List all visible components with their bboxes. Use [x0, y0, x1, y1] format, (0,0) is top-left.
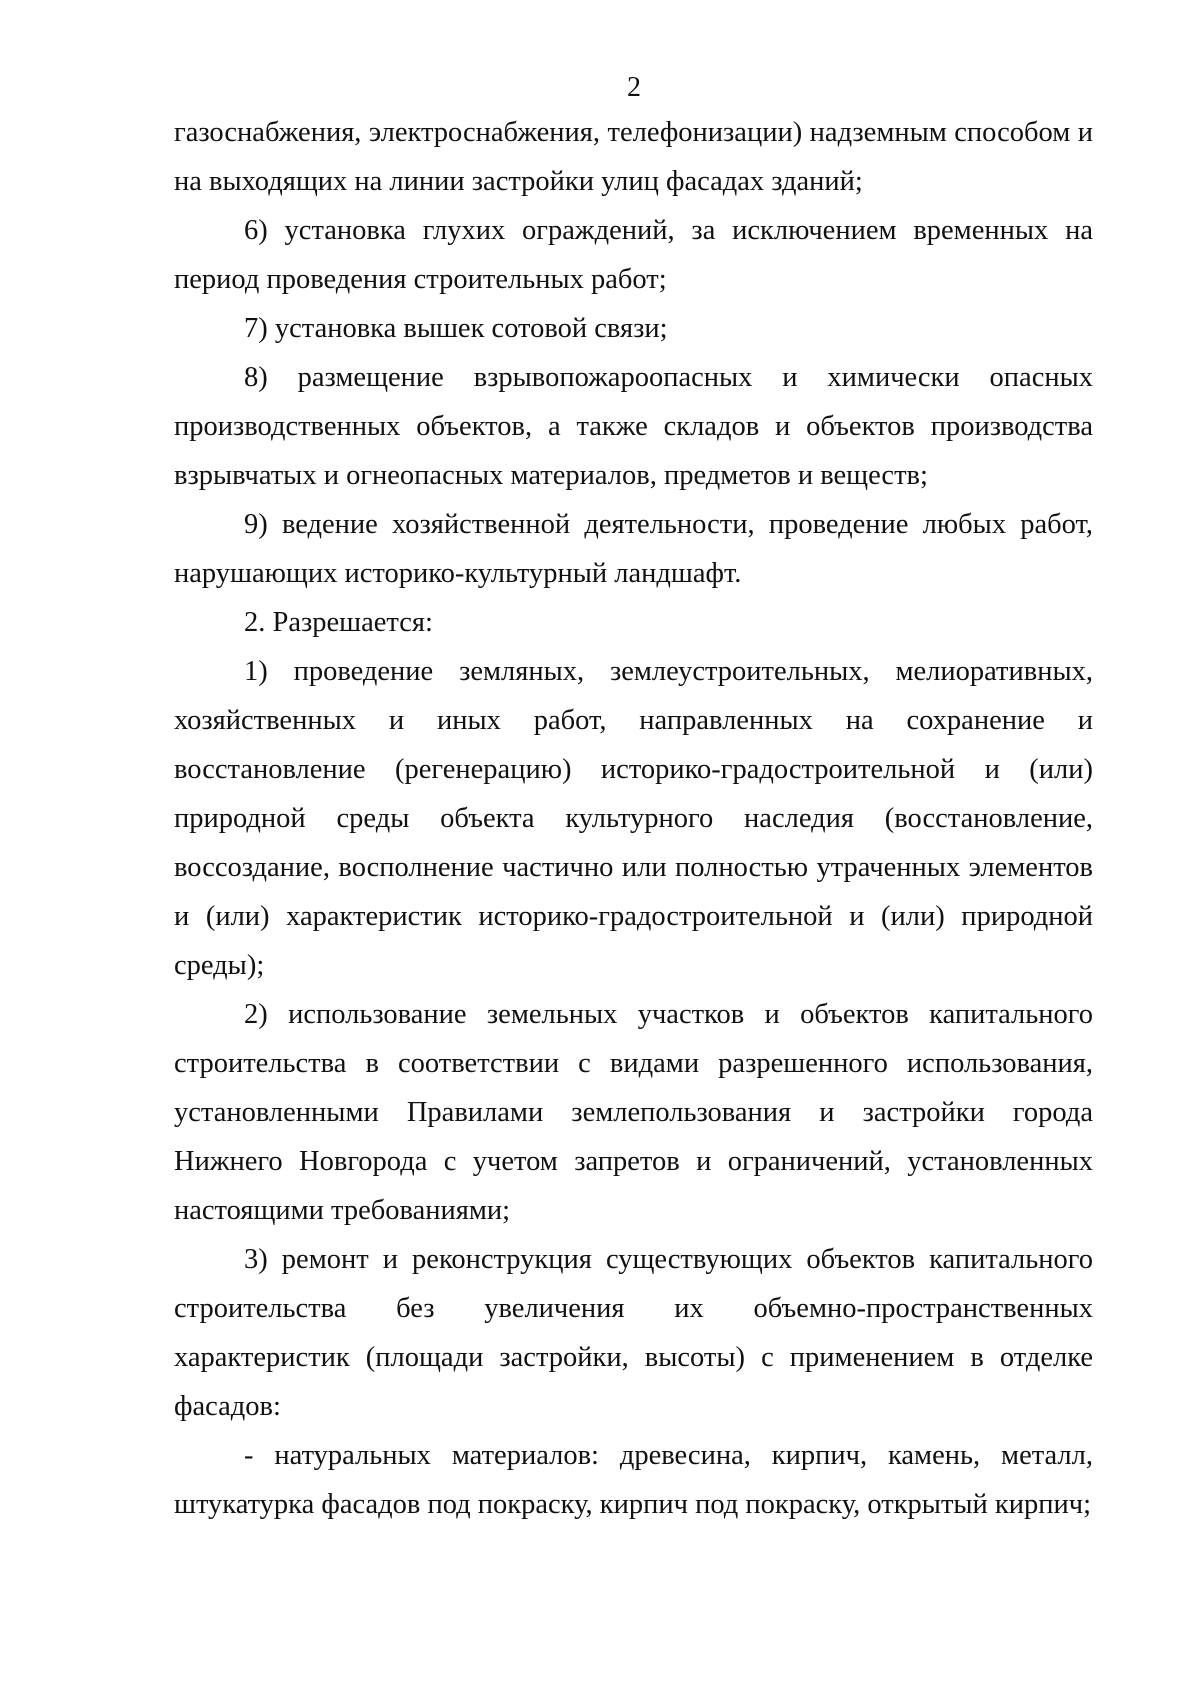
document-body: [174, 108, 1093, 1529]
paragraph-materials-list: - натуральных материалов: древесина, кирпич, камень, металл, штукатурка фасадов под покраску, кирпич под покраску, открытый кирпич;: [174, 1440, 1093, 1520]
page-number: 2: [627, 72, 641, 103]
paragraph-allowed-3: 3) ремонт и реконструкция существующих объектов капитального строительства без увеличения их объемно-пространственных характеристик (площади застройки, высоты) с применением в отделке фасадов:: [174, 1244, 1093, 1422]
paragraph-item-9: 9) ведение хозяйственной деятельности, проведение любых работ, нарушающих историко-культурный ландшафт.: [174, 509, 1093, 589]
paragraph-item-6: 6) установка глухих ограждений, за исключением временных на период проведения строительных работ;: [174, 215, 1093, 295]
paragraph-allowed-1: 1) проведение земляных, землеустроительных, мелиоративных, хозяйственных и иных работ, направленных на сохранение и восстановление (регенерацию) историко-градостроительной и (или) природной среды объекта культурного наследия (восстановление, воссоздание, восполнение частично или полностью утраченных элементов и (или) характеристик историко-градостроительной и (или) природной среды);: [174, 656, 1093, 981]
paragraph-continuation: газоснабжения, электроснабжения, телефонизации) надземным способом и на выходящих на линии застройки улиц фасадах зданий;: [174, 117, 1093, 197]
paragraph-allowed-2: 2) использование земельных участков и объектов капитального строительства в соответствии с видами разрешенного использования, установленными Правилами землепользования и застройки города Нижнего Новгорода с учетом запретов и ограничений, установленных настоящими требованиями;: [174, 999, 1093, 1226]
paragraph-item-8: 8) размещение взрывопожароопасных и химически опасных производственных объектов, а также складов и объектов производства взрывчатых и огнеопасных материалов, предметов и веществ;: [174, 362, 1093, 491]
section-heading-allowed: 2. Разрешается:: [244, 607, 433, 638]
paragraph-item-7: 7) установка вышек сотовой связи;: [244, 313, 668, 344]
